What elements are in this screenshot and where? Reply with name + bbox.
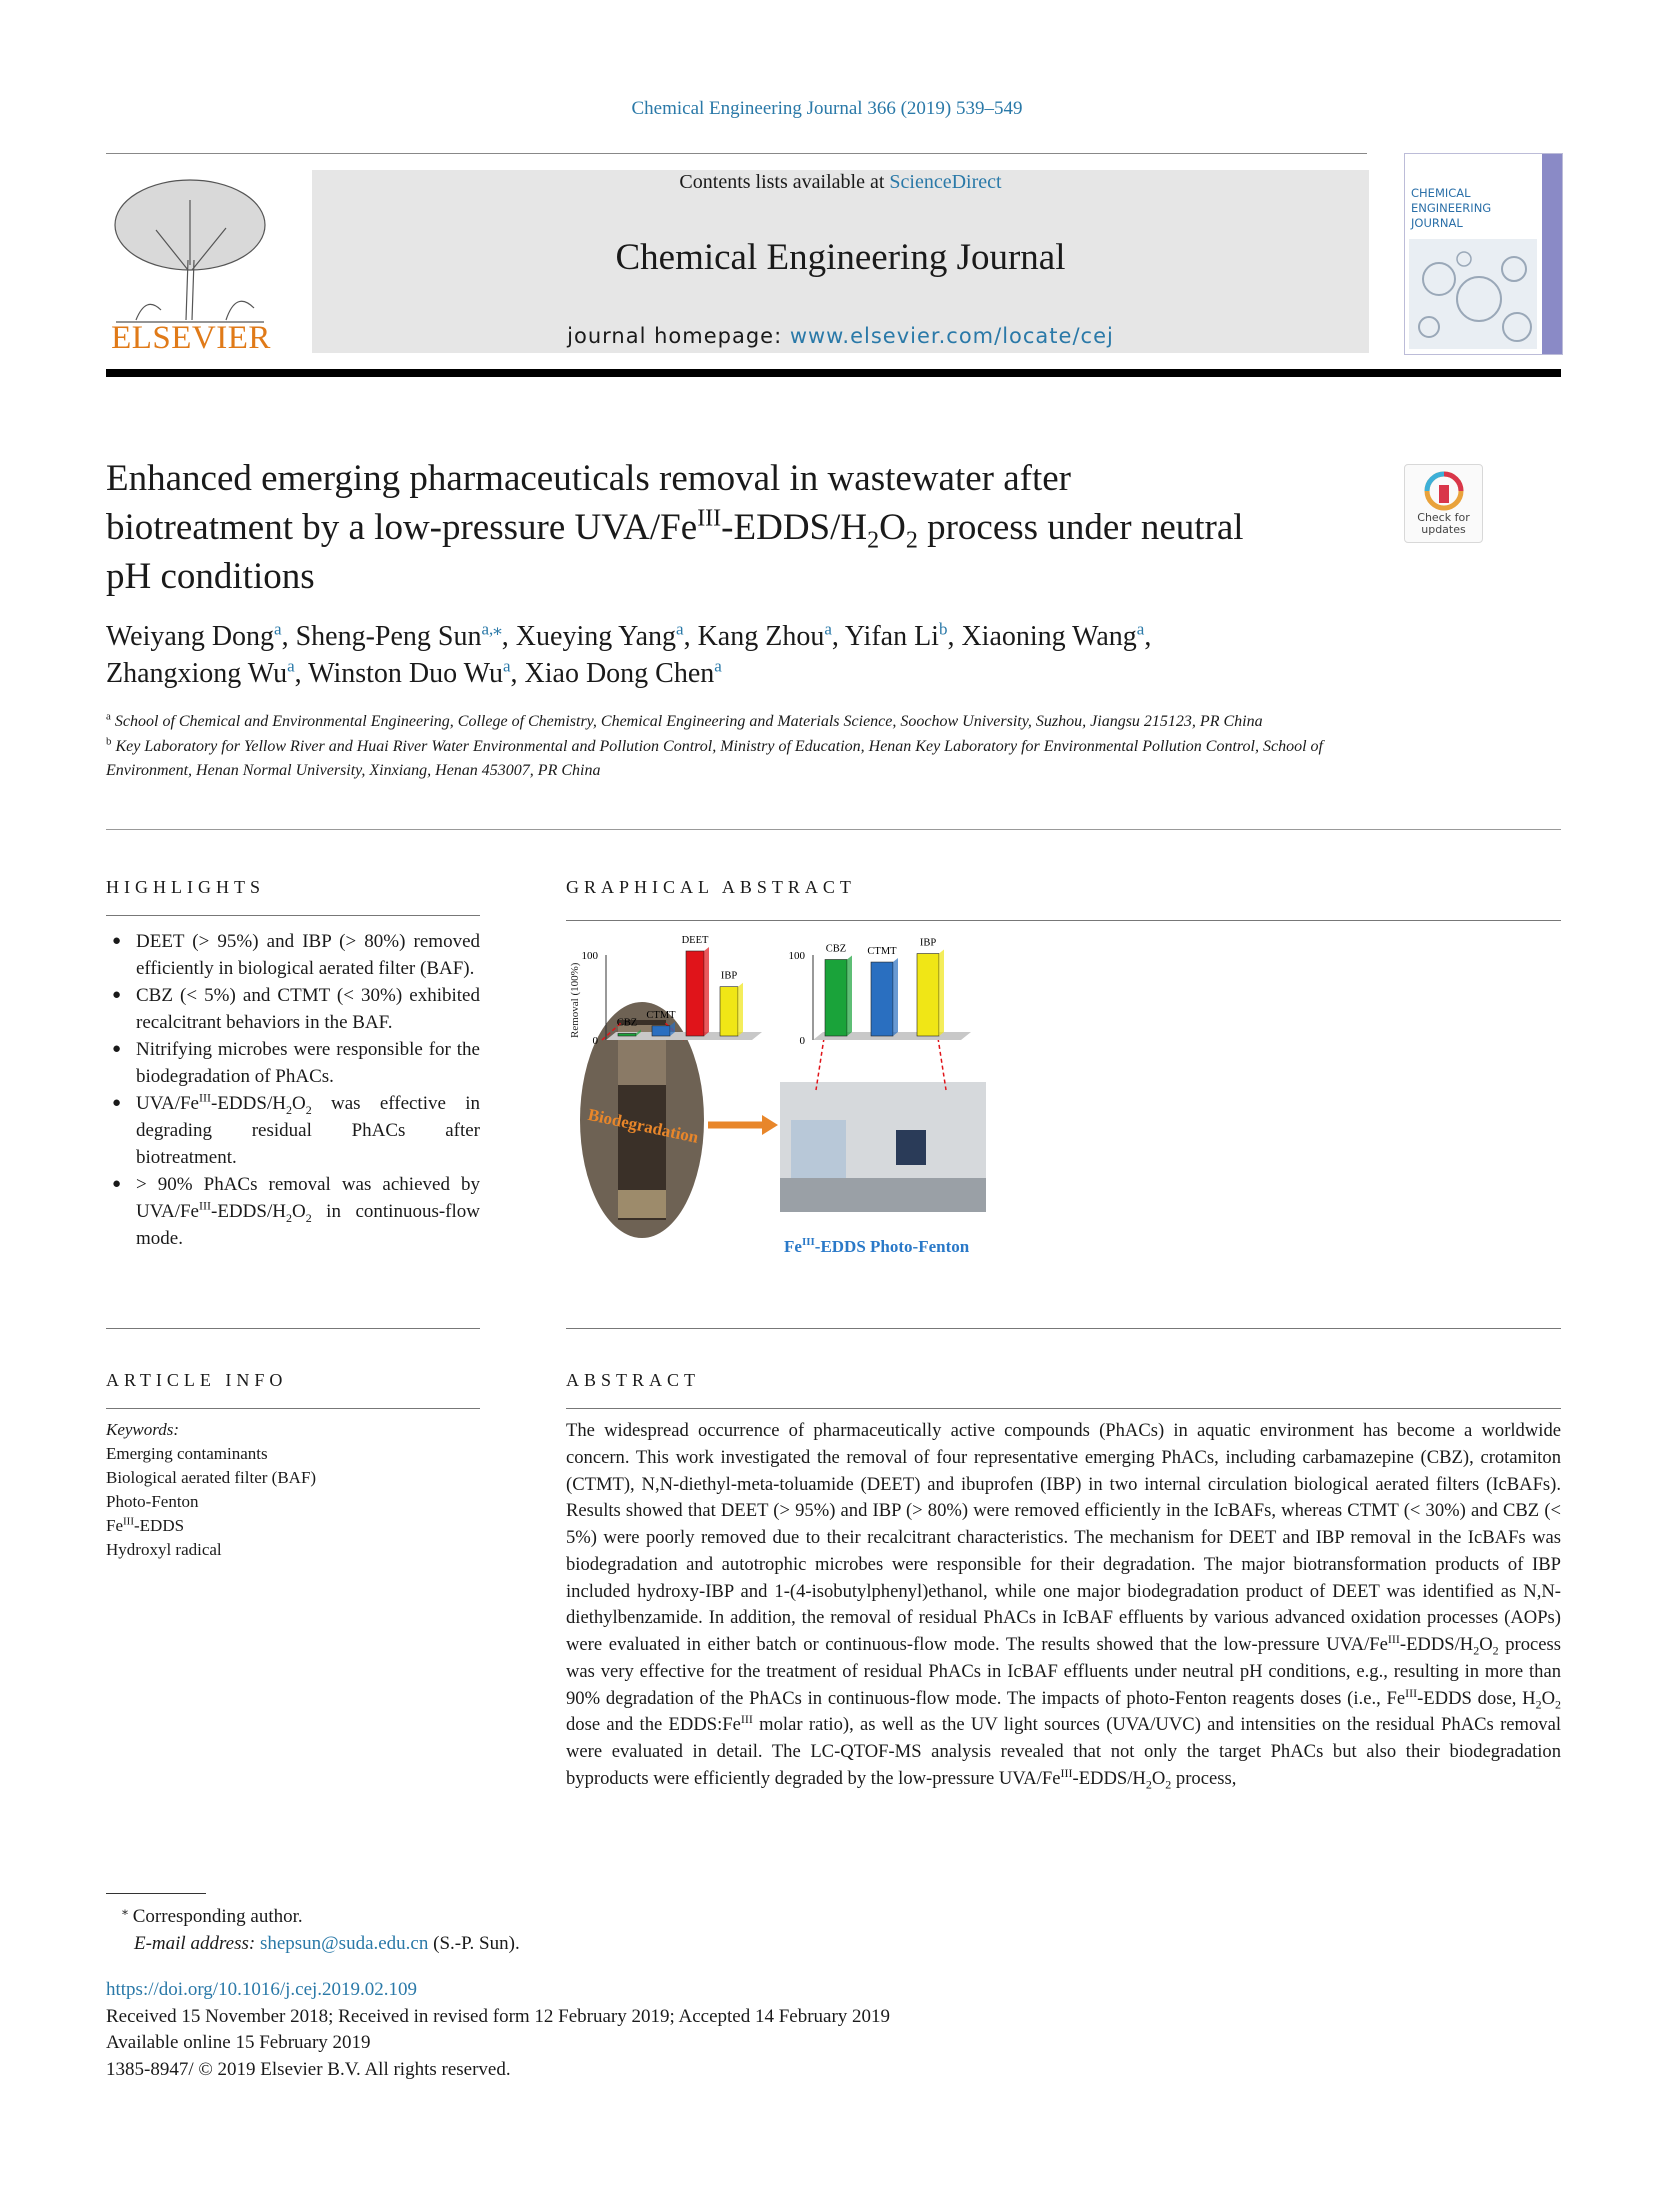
column-gravel <box>618 1190 666 1218</box>
bar-side-deet <box>704 947 709 1036</box>
bar-ibp <box>720 987 738 1036</box>
abstract-text: The widespread occurrence of pharmaceutically active compounds (PhACs) in aquatic environment has become a worldwide concern. This work investigated the removal of four representative emerging PhACs, including carbamazepine (CBZ), crotamiton (CTMT), N,N-diethyl-meta-toluamide (DEET) and ibuprofen (IBP) in two internal circulation biological aerated filters (IcBAFs). Results showed that DEET (> 95%) and IBP (> 80%) were removed efficiently in the IcBAFs, whereas CTMT (< 30%) and CBZ (< 5%) were poorly removed due to their recalcitrant characteristics. The mechanism for DEET and IBP removal in the IcBAFs was biodegradation and autotrophic microbes were responsible for their degradation. The major biotransformation products of IBP included hydroxy-IBP and 1-(4-isobutylphenyl)ethanol, while one major biodegradation product of DEET was identified as N,N-diethylbenzamide. In addition, the removal of residual PhACs in IcBAF effluents by various advanced oxidation processes (AOPs) were evaluated in either batch or continuous-flow mode. The results showed that the low-pressure UVA/$Fe^{III}-EDDS/H_2O_2$ process was very effective for the treatment of residual PhACs in IcBAF effluents under neutral pH conditions, e.g., resulting in more than 90% degradation of the PhACs in continuous-flow mode. The impacts of photo-Fenton reagents doses (i.e., $Fe^{III}$-EDDS dose, $H_2O_2$ dose and the $EDDS:Fe^{III}$ molar ratio), as well as the UV light sources (UVA/UVC) and intensities on the residual PhACs removal were evaluated in detail. The LC-QTOF-MS analysis revealed that not only the target PhACs but also their biodegradation byproducts were efficiently degraded by the low-pressure UVA/$Fe^{III}-EDDS/H_2O_2$ process, <box>566 1420 1562 1792</box>
biodegradation-label: Biodegradation <box>586 1104 701 1147</box>
y-tick-label: 100 <box>581 950 598 962</box>
cover-bubbles-image <box>1409 239 1537 349</box>
highlight-item: ● UVA/$Fe^{III}-EDDS/H_2O_2$ was effective in degrading residual PhACs after biotreatment. <box>106 1090 480 1171</box>
bar-ibp <box>917 954 939 1036</box>
article-info-heading: ARTICLE INFO <box>106 1370 288 1390</box>
keyword: Hydroxyl radical <box>106 1540 222 1559</box>
bar-side-cbz <box>847 956 852 1037</box>
cover-side-band <box>1542 154 1562 354</box>
highlights-list <box>106 928 480 1252</box>
bar-side-ibp <box>939 950 944 1036</box>
sciencedirect-link[interactable]: ScienceDirect <box>889 171 1002 193</box>
highlight-item: ● > 90% PhACs removal was achieved by UVA/$Fe^{III}-EDDS/H_2O_2$ in continuous-flow mode. <box>106 1171 480 1252</box>
keyword: Emerging contaminants <box>106 1444 268 1463</box>
section-rule <box>106 829 1561 830</box>
bar-label-deet: DEET <box>681 935 709 946</box>
bar-cbz <box>825 960 847 1037</box>
highlight-item: ● Nitrifying microbes were responsible for the biodegradation of PhACs. <box>106 1036 480 1090</box>
affiliation: $^a$ School of Chemical and Environmental Engineering, College of Chemistry, Chemical Engineering and Materials Science, Soochow University, Suzhou, Jiangsu 215123, PR China <box>106 710 1263 730</box>
graphical-abstract-rule <box>566 920 1561 921</box>
highlights-heading: HIGHLIGHTS <box>106 877 265 897</box>
check-for-updates-button[interactable] <box>1404 464 1483 543</box>
header-rule <box>106 153 1367 154</box>
y-tick-label: 100 <box>788 950 805 962</box>
keyword: $Fe^{III}$-EDDS <box>106 1515 185 1535</box>
author[interactable]: Zhangxiong Wu$^a$ <box>106 656 295 689</box>
keywords-block <box>106 1418 480 1562</box>
highlights-bottom-rule <box>106 1328 480 1329</box>
author[interactable]: Xueying Yang$^a$ <box>515 619 684 652</box>
photo-fenton-bar-chart <box>789 938 972 1047</box>
bar-side-ctmt <box>893 958 898 1036</box>
article-dates-footer <box>106 1977 1306 2083</box>
homepage-link[interactable]: www.elsevier.com/locate/cej <box>789 324 1114 348</box>
email-link[interactable]: shepsun@suda.edu.cn <box>259 1933 429 1954</box>
author[interactable]: Xiaoning Wang$^a$ <box>961 619 1145 652</box>
bar-label-cbz: CBZ <box>825 943 847 955</box>
copyright: 1385-8947/ © 2019 Elsevier B.V. All rights reserved. <box>106 2058 511 2080</box>
affiliation: $^b$ Key Laboratory for Yellow River and Huai River Water Environmental and Pollution Control, Ministry of Education, Henan Key Laboratory for Environmental Pollution Control, School of Environment, Henan Normal University, Xinxiang, Henan 453007, PR China <box>106 735 1323 779</box>
highlight-item: ● CBZ (< 5%) and CTMT (< 30%) exhibited recalcitrant behaviors in the BAF. <box>106 982 480 1036</box>
article-title: Enhanced emerging pharmaceuticals removal in wastewater after biotreatment by a low-pressure UVA/$Fe^{III}-EDDS/H_2O_2$ process under neutral pH conditions <box>106 458 1244 597</box>
keyword: Biological aerated filter (BAF) <box>106 1468 317 1487</box>
bar-label-ibp: IBP <box>720 970 738 982</box>
bar-label-ibp: IBP <box>919 937 937 949</box>
highlight-item: ● DEET (> 95%) and IBP (> 80%) removed efficiently in biological aerated filter (BAF). <box>106 928 480 982</box>
affiliations <box>106 710 1396 784</box>
bar-cbz <box>618 1033 636 1036</box>
graphical-abstract-heading: GRAPHICAL ABSTRACT <box>566 877 856 897</box>
bar-label-ctmt: CTMT <box>867 946 897 958</box>
journal-cover-thumbnail[interactable] <box>1404 153 1563 355</box>
keywords-label: Keywords: <box>106 1420 180 1439</box>
elsevier-wordmark: ELSEVIER <box>111 320 271 356</box>
bar-ctmt <box>652 1026 670 1036</box>
journal-homepage: journal homepage: www.elsevier.com/locate/cej <box>567 324 1114 348</box>
bar-side-ibp <box>738 983 743 1036</box>
graphical-abstract-figure <box>566 930 1046 1275</box>
y-tick-label: 0 <box>592 1035 598 1047</box>
footnote-rule <box>106 1893 206 1894</box>
author[interactable]: Yifan Li$^b$ <box>844 619 948 652</box>
header-thick-rule <box>106 369 1561 377</box>
author[interactable]: Sheng-Peng Sun$^{a,⁎}$ <box>295 619 502 652</box>
process-arrowhead <box>762 1115 778 1135</box>
graphical-abstract-bottom-rule <box>566 1328 1561 1329</box>
keyword: Photo-Fenton <box>106 1492 199 1511</box>
available-online: Available online 15 February 2019 <box>106 2032 371 2053</box>
received-dates: Received 15 November 2018; Received in revised form 12 February 2019; Accepted 14 February 2019 <box>106 2005 891 2027</box>
crossmark-icon <box>1424 471 1464 513</box>
reactor-glass <box>791 1120 846 1180</box>
journal-title: Chemical Engineering Journal <box>615 237 1066 278</box>
photo-fenton-label: $Fe^{III}$-EDDS Photo-Fenton <box>784 1236 970 1256</box>
bench <box>780 1178 986 1212</box>
author[interactable]: Xiao Dong Chen$^a$ <box>524 656 722 689</box>
bar-label-cbz: CBZ <box>616 1017 638 1029</box>
highlights-rule <box>106 915 480 916</box>
bar-ctmt <box>871 962 893 1036</box>
abstract-rule <box>566 1408 1561 1409</box>
journal-citation-link[interactable]: Chemical Engineering Journal 366 (2019) 539–549 <box>631 98 1023 119</box>
author[interactable]: Winston Duo Wu$^a$ <box>308 656 511 689</box>
chart-y-axis-label: Removal (100%) <box>569 962 581 1038</box>
doi-link[interactable]: https://doi.org/10.1016/j.cej.2019.02.109 <box>106 1979 418 2000</box>
author[interactable]: Weiyang Dong$^a$ <box>106 619 282 652</box>
bar-deet <box>686 951 704 1036</box>
pump <box>896 1130 926 1165</box>
contents-line: Contents lists available at ScienceDirect <box>679 171 1002 193</box>
article-info-rule <box>106 1408 480 1409</box>
bar-label-ctmt: CTMT <box>646 1009 676 1021</box>
author-list: Weiyang Dong$^a$, Sheng-Peng Sun$^{a,⁎}$, Xueying Yang$^a$, Kang Zhou$^a$, Yifan Li$^b$, Xiaoning Wang$^a$, Zhangxiong Wu$^a$, Winston Duo Wu$^a$, Xiao Dong Chen$^a$ <box>106 619 1152 689</box>
abstract-heading: ABSTRACT <box>566 1370 701 1390</box>
y-tick-label: 0 <box>799 1035 805 1047</box>
author[interactable]: Kang Zhou$^a$ <box>697 619 832 652</box>
crossmark-label: Check for updates <box>1417 511 1470 536</box>
cover-title: CHEMICAL ENGINEERING JOURNAL <box>1411 186 1492 230</box>
corresponding-author-note: ⁎ Corresponding author. E-mail address: shepsun@suda.edu.cn (S.-P. Sun). <box>122 1903 520 1954</box>
